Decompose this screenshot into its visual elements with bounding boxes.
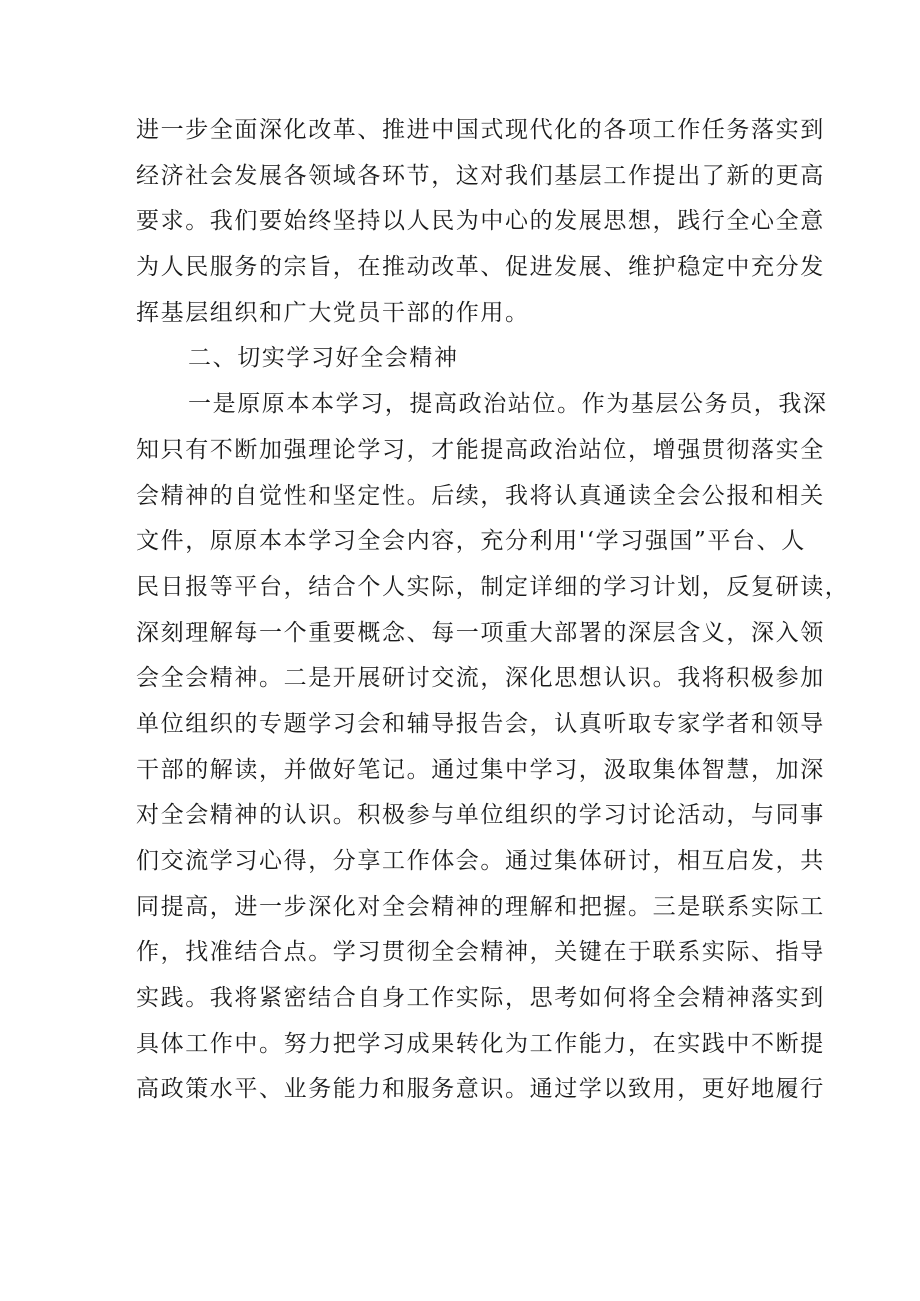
text-line: 经济社会发展各领域各环节，这对我们基层工作提出了新的更高	[136, 162, 825, 189]
text-line: 民日报等平台，结合个人实际，制定详细的学习计划，反复研读，	[136, 573, 850, 600]
text-line: 要求。我们要始终坚持以人民为中心的发展思想，践行全心全意	[136, 208, 825, 235]
document-body	[136, 108, 850, 1113]
text-line: 一是原原本本学习，提高政治站位。作为基层公务员，我深	[188, 391, 828, 418]
text-line: 为人民服务的宗旨，在推动改革、促进发展、维护稳定中充分发	[136, 254, 825, 281]
text-line: 干部的解读，并做好笔记。通过集中学习，汲取集体智慧，加深	[136, 756, 825, 783]
section-heading: 二、切实学习好全会精神	[188, 345, 459, 372]
text-line: 实践。我将紧密结合自身工作实际，思考如何将全会精神落实到	[136, 985, 825, 1012]
text-line: 对全会精神的认识。积极参与单位组织的学习讨论活动，与同事	[136, 802, 825, 829]
text-line: 进一步全面深化改革、推进中国式现代化的各项工作任务落实到	[136, 117, 825, 143]
text-line: 高政策水平、业务能力和服务意识。通过学以致用，更好地履行	[136, 1076, 825, 1103]
text-line: 们交流学习心得，分享工作体会。通过集体研讨，相互启发，共	[136, 848, 825, 874]
text-line: 深刻理解每一个重要概念、每一项重大部署的深层含义，深入领	[136, 619, 825, 646]
text-line: 具体工作中。努力把学习成果转化为工作能力，在实践中不断提	[136, 1030, 825, 1057]
text-line: 知只有不断加强理论学习，才能提高政治站位，增强贯彻落实全	[136, 436, 825, 463]
text-line: 挥基层组织和广大党员干部的作用。	[136, 299, 530, 326]
text-line: 作，找准结合点。学习贯彻全会精神，关键在于联系实际、指导	[136, 939, 825, 966]
text-line: 会全会精神。二是开展研讨交流，深化思想认识。我将积极参加	[136, 665, 825, 692]
text-line: 同提高，进一步深化对全会精神的理解和把握。三是联系实际工	[136, 893, 825, 920]
text-line: 文件，原原本本学习全会内容，充分利用'‘学习强国”平台、人	[136, 528, 806, 555]
text-line: 会精神的自觉性和坚定性。后续，我将认真通读全会公报和相关	[136, 482, 825, 509]
text-line: 单位组织的专题学习会和辅导报告会，认真听取专家学者和领导	[136, 710, 825, 737]
